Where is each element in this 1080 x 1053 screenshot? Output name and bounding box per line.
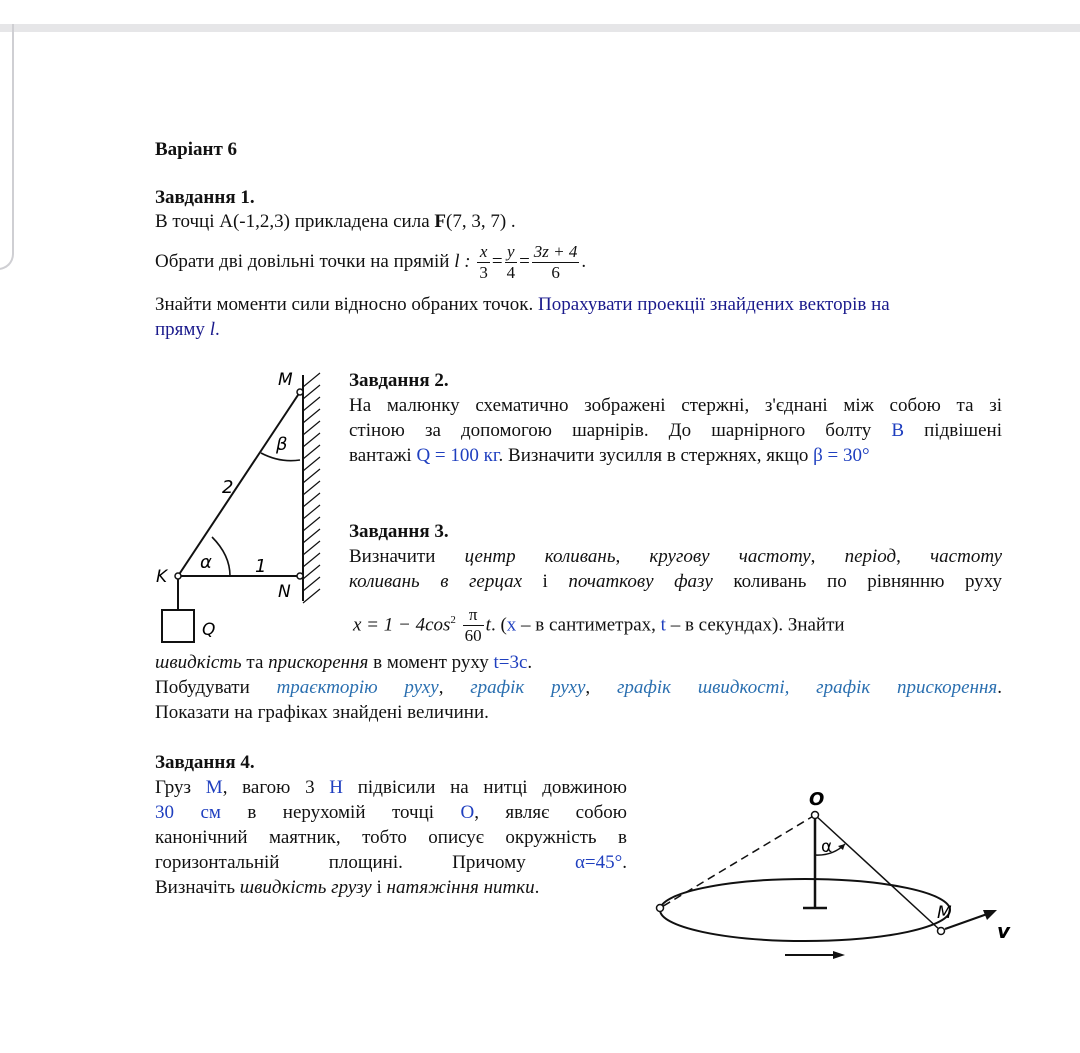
- task2-line2: [349, 419, 1002, 443]
- t3-phase: початкову фазу: [568, 571, 713, 592]
- t4-and: і: [371, 877, 387, 898]
- t4-l1-b: , вагою 3: [222, 777, 330, 798]
- hinge-K: [175, 573, 181, 579]
- task3-line5: [155, 676, 1002, 700]
- line-l-italic: l: [209, 319, 215, 340]
- t3-accel: прискорення: [268, 652, 369, 673]
- task1-line2: [155, 238, 586, 286]
- task2-line3-text: вантажі: [349, 445, 417, 466]
- t3-l4-moment: в момент руху: [368, 652, 494, 673]
- t3-t-blue: t: [660, 614, 666, 636]
- left-frame-edge: [0, 24, 14, 270]
- t4-M: М: [205, 777, 223, 798]
- t4-alpha: α=45°: [574, 852, 623, 873]
- period: .: [214, 319, 220, 340]
- velocity-arrowhead: [983, 910, 997, 920]
- task3-title: Завдання 3.: [349, 521, 449, 542]
- frac-z-num: 3z + 4: [533, 242, 578, 262]
- task2-line3-mid: . Визначити зусилля в стержнях, якщо: [498, 445, 814, 466]
- comma: ,: [438, 677, 471, 698]
- t3-build: Побудувати: [155, 677, 277, 698]
- rods-figure: [150, 365, 330, 650]
- t4-l1-a: Груз: [155, 777, 206, 798]
- t4-speed: швидкість грузу: [239, 877, 372, 898]
- equation-sup: 2: [450, 614, 456, 626]
- label-K: K: [156, 567, 168, 587]
- task1-line4-text: пряму: [155, 319, 210, 340]
- frac-pi: π: [463, 605, 484, 626]
- equals: =: [519, 251, 530, 272]
- velocity-arrow: [945, 913, 990, 929]
- t3-speed-accel-graphs: графік швидкості, графік прискорення: [616, 677, 998, 698]
- frac-z-den: 6: [551, 263, 560, 283]
- task4-line4: [155, 851, 627, 875]
- frac-x-num: x: [477, 242, 490, 263]
- comma: ,: [615, 546, 650, 567]
- variant-title: Варіант 6: [155, 139, 238, 160]
- t3-l4-and: та: [241, 652, 269, 673]
- label-alpha: α: [200, 552, 212, 573]
- t4-length: 30 см: [155, 802, 221, 823]
- label-beta: β: [276, 434, 288, 455]
- t3-period: період: [844, 546, 897, 567]
- force-vector: F: [434, 211, 446, 232]
- t3-l2-end: коливань по рівнянню руху: [712, 571, 1002, 592]
- t3-and: і: [522, 571, 569, 592]
- task3-equation-line: [353, 596, 1002, 649]
- t3-l1-a: Визначити: [349, 546, 465, 567]
- t4-H: Н: [329, 777, 344, 798]
- label-N: N: [278, 582, 291, 602]
- load-box: [162, 610, 194, 642]
- task4-line1: [155, 776, 627, 800]
- t3-center: центр коливань: [464, 546, 616, 567]
- wall-hatching: [303, 373, 320, 603]
- task4-line3: канонічний маятник, тобто описує окружність в: [155, 827, 627, 848]
- task2-line2-end: підвішені: [904, 420, 1003, 441]
- point-left: [657, 905, 664, 912]
- force-components: (7, 3, 7) .: [446, 211, 516, 232]
- t3-eq-b: . (: [490, 614, 507, 636]
- equals: =: [491, 251, 503, 272]
- t4-tension: натяжіння нитки: [386, 877, 535, 898]
- task1-line3: [155, 293, 1001, 317]
- task1-title: Завдання 1.: [155, 187, 255, 208]
- label-Q: Q: [202, 620, 216, 640]
- direction-arrowhead: [833, 951, 845, 959]
- label-M: M: [937, 903, 952, 923]
- bolt-B: B: [891, 420, 905, 441]
- task1-line1-text: В точці A(-1,2,3) прикладена сила: [155, 211, 435, 232]
- equation-x: x = 1 − 4cos: [353, 614, 451, 636]
- t3-trajectory: траєкторію руху: [276, 677, 439, 698]
- task4-line5: [155, 876, 539, 900]
- equation-t: t: [485, 614, 491, 636]
- t4-l1-c: підвісили на нитці довжиною: [343, 777, 627, 798]
- point-M: [938, 928, 945, 935]
- t3-motion-graph: графік руху: [470, 677, 586, 698]
- task1-line2-text: Обрати дві довільні точки на прямій: [155, 251, 455, 272]
- fraction-x: [477, 242, 490, 283]
- t4-O: О: [460, 802, 475, 823]
- t3-x-blue: x: [506, 614, 517, 636]
- task3-line6: Показати на графіках знайдені величини.: [155, 702, 489, 723]
- task1-line3-text: Знайти моменти сили відносно обраних точок.: [155, 294, 538, 315]
- period: .: [997, 677, 1002, 698]
- fraction-y: [505, 242, 518, 283]
- task4-line2: [155, 801, 627, 825]
- task3-line1: [349, 545, 1002, 569]
- rod-2: [178, 392, 300, 576]
- fraction-z: [532, 242, 580, 283]
- period: .: [534, 877, 540, 898]
- task2-line3: [349, 444, 870, 468]
- beta-value: β = 30°: [813, 445, 870, 466]
- task1-line4: [155, 318, 220, 342]
- comma: ,: [585, 677, 617, 698]
- t3-time-value: t=3c: [493, 652, 528, 673]
- t4-l5-a: Визначіть: [155, 877, 240, 898]
- load-Q-value: Q = 100 кг: [416, 445, 499, 466]
- label-v: v: [997, 919, 1011, 943]
- t3-speed: швидкість: [155, 652, 242, 673]
- t4-l2-b: в нерухомій точці: [220, 802, 461, 823]
- label-O: O: [809, 789, 825, 810]
- t4-l2-c: , являє собою: [474, 802, 627, 823]
- t3-eq-c: – в сантиметрах,: [516, 614, 661, 636]
- t3-hertz: коливань в герцах: [349, 571, 523, 592]
- task3-line4: [155, 651, 532, 675]
- hinge-M: [297, 389, 303, 395]
- frac-x-den: 3: [479, 263, 488, 283]
- frac-y-num: y: [505, 242, 518, 263]
- t3-circular-freq: кругову частоту: [649, 546, 811, 567]
- string-OM: [815, 815, 941, 931]
- task2-line2-text: стіною за допомогою шарнірів. До шарнірного болту: [349, 420, 892, 441]
- label-rod-1: 1: [255, 556, 267, 577]
- task1-line3-blue: Порахувати проекції знайдених векторів на: [537, 294, 890, 315]
- label-rod-2: 2: [222, 477, 234, 498]
- fraction-pi-60: [463, 605, 484, 646]
- alpha-arc: [212, 537, 230, 576]
- hinge-N: [297, 573, 303, 579]
- task4-title: Завдання 4.: [155, 752, 255, 773]
- frac-y-den: 4: [506, 263, 516, 283]
- pendulum-figure: [645, 780, 1035, 1000]
- task2-title: Завдання 2.: [349, 370, 449, 391]
- label-M: M: [278, 370, 293, 390]
- line-l-label: l :: [454, 251, 471, 272]
- t3-frequency: частоту: [930, 546, 1003, 567]
- task1-line1: [155, 210, 516, 234]
- circular-path: [660, 879, 950, 941]
- t4-l4-a: горизонтальній площині. Причому: [155, 852, 575, 873]
- task2-line1: На малюнку схематично зображені стержні, з'єднані між собою та зі: [349, 395, 1002, 416]
- frac-60: 60: [464, 626, 482, 646]
- top-divider: [0, 24, 1080, 32]
- comma: ,: [896, 546, 931, 567]
- label-alpha: α: [821, 837, 833, 857]
- period: .: [527, 652, 533, 673]
- top-bar: [0, 0, 1080, 24]
- comma: ,: [810, 546, 845, 567]
- period: .: [581, 251, 587, 272]
- period: .: [622, 852, 627, 873]
- point-O: [812, 812, 819, 819]
- t3-eq-d: – в секундах). Знайти: [665, 614, 845, 636]
- task3-line2: [349, 570, 1002, 594]
